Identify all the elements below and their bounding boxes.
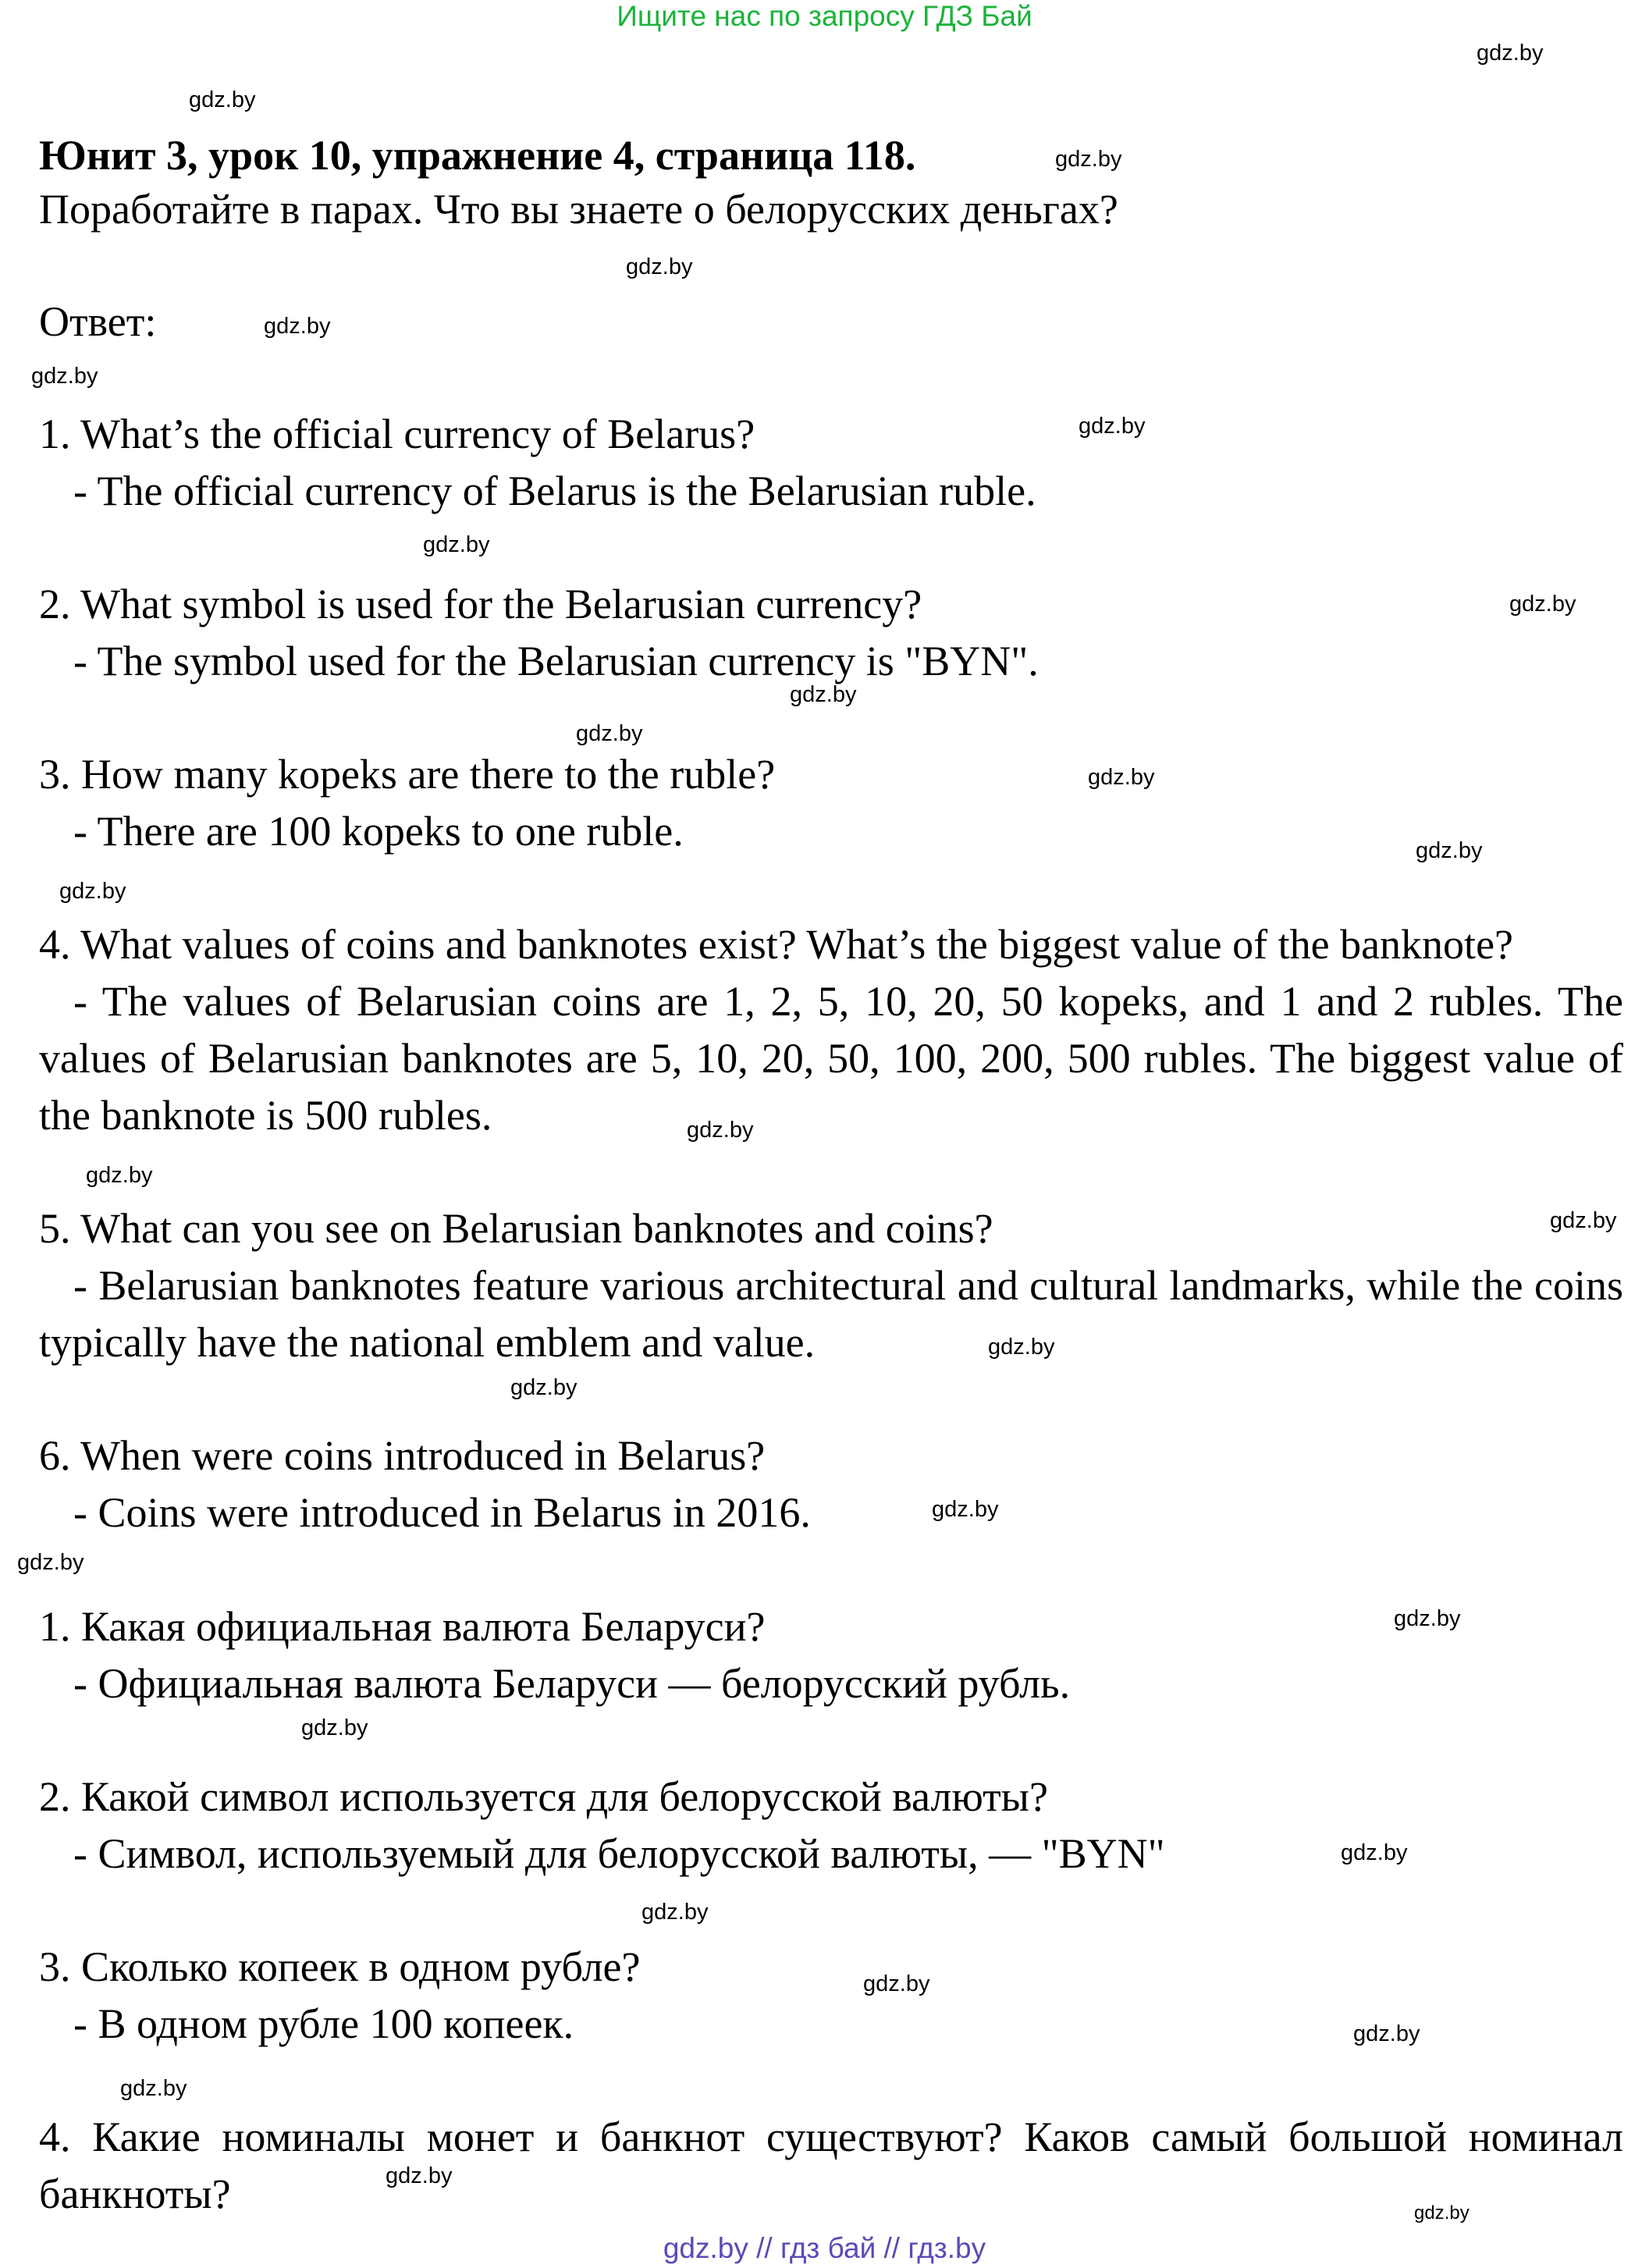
footer-links: gdz.by // гдз бай // гдз.by <box>663 2232 986 2264</box>
answer-3-en: - There are 100 kopeks to one ruble. <box>73 808 684 855</box>
answer-4-en: - The values of Belarusian coins are 1, 2, 5, 10, 20, 50 kopeks, and 1 and 2 rubles. The values of Belarusian banknotes are 5, 10, 20, 50, 100, 200, 500 rubles. The biggest value of the banknote is 500 rubles. <box>39 978 1623 1139</box>
answer-2-ru: - Символ, используемый для белорусской валюты, — "BYN" <box>73 1830 1165 1877</box>
watermark: gdz.by <box>189 87 256 112</box>
watermark: gdz.by <box>1477 41 1544 66</box>
answer-2-en: - The symbol used for the Belarusian currency is "BYN". <box>73 638 1039 684</box>
page-title: Юнит 3, урок 10, упражнение 4, страница 118. <box>39 132 916 179</box>
watermark: gdz.by <box>1341 1840 1408 1865</box>
watermark: gdz.by <box>1079 414 1146 439</box>
promo-banner: Ищите нас по запросу ГДЗ Бай <box>617 0 1032 32</box>
task-text: Поработайте в парах. Что вы знаете о белорусских деньгах? <box>39 186 1118 233</box>
watermark: gdz.by <box>1509 592 1576 617</box>
answer-3-ru: - В одном рубле 100 копеек. <box>73 2000 574 2047</box>
watermark: gdz.by <box>1353 2021 1420 2046</box>
watermark: gdz.by <box>301 1715 368 1740</box>
watermark: gdz.by <box>423 532 490 557</box>
watermark: gdz.by <box>576 721 643 746</box>
watermark: gdz.by <box>1550 1208 1617 1233</box>
answer-6-en: - Coins were introduced in Belarus in 2016. <box>73 1489 811 1536</box>
watermark: gdz.by <box>386 2163 453 2188</box>
watermark: gdz.by <box>264 314 331 339</box>
watermark: gdz.by <box>31 364 98 389</box>
watermark: gdz.by <box>1414 2202 1470 2224</box>
watermark: gdz.by <box>120 2076 187 2101</box>
question-6-en: 6. When were coins introduced in Belarus? <box>39 1432 766 1479</box>
watermark: gdz.by <box>988 1335 1055 1360</box>
watermark: gdz.by <box>1088 765 1155 790</box>
question-3-en: 3. How many kopeks are there to the ruble? <box>39 751 776 798</box>
question-3-ru: 3. Сколько копеек в одном рубле? <box>39 1943 641 1990</box>
watermark: gdz.by <box>863 1971 930 1996</box>
question-2-ru: 2. Какой символ используется для белорусской валюты? <box>39 1773 1048 1820</box>
question-5-en: 5. What can you see on Belarusian banknotes and coins? <box>39 1205 993 1252</box>
watermark: gdz.by <box>59 879 126 904</box>
watermark: gdz.by <box>790 682 857 707</box>
watermark: gdz.by <box>86 1163 153 1188</box>
answer-1-ru: - Официальная валюта Беларуси — белорусский рубль. <box>73 1660 1071 1707</box>
question-1-ru: 1. Какая официальная валюта Беларуси? <box>39 1603 766 1650</box>
answer-label: Ответ: <box>39 298 157 345</box>
watermark: gdz.by <box>1416 838 1483 863</box>
question-4-ru: 4. Какие номиналы монет и банкнот существуют? Каков самый большой номинал банкноты? <box>39 2113 1623 2217</box>
watermark: gdz.by <box>687 1118 754 1143</box>
question-2-en: 2. What symbol is used for the Belarusian currency? <box>39 581 922 627</box>
watermark: gdz.by <box>510 1375 578 1400</box>
watermark: gdz.by <box>1394 1606 1461 1631</box>
watermark: gdz.by <box>1055 147 1122 172</box>
watermark: gdz.by <box>641 1900 709 1925</box>
answer-5-en: - Belarusian banknotes feature various architectural and cultural landmarks, while the coins typically have the national emblem and value. <box>39 1262 1623 1366</box>
answer-1-en: - The official currency of Belarus is the Belarusian ruble. <box>73 467 1036 514</box>
watermark: gdz.by <box>932 1497 999 1522</box>
watermark: gdz.by <box>17 1550 84 1575</box>
question-4-en: 4. What values of coins and banknotes exist? What’s the biggest value of the banknote? <box>39 921 1513 968</box>
watermark: gdz.by <box>626 254 693 279</box>
question-1-en: 1. What’s the official currency of Belarus? <box>39 411 755 457</box>
